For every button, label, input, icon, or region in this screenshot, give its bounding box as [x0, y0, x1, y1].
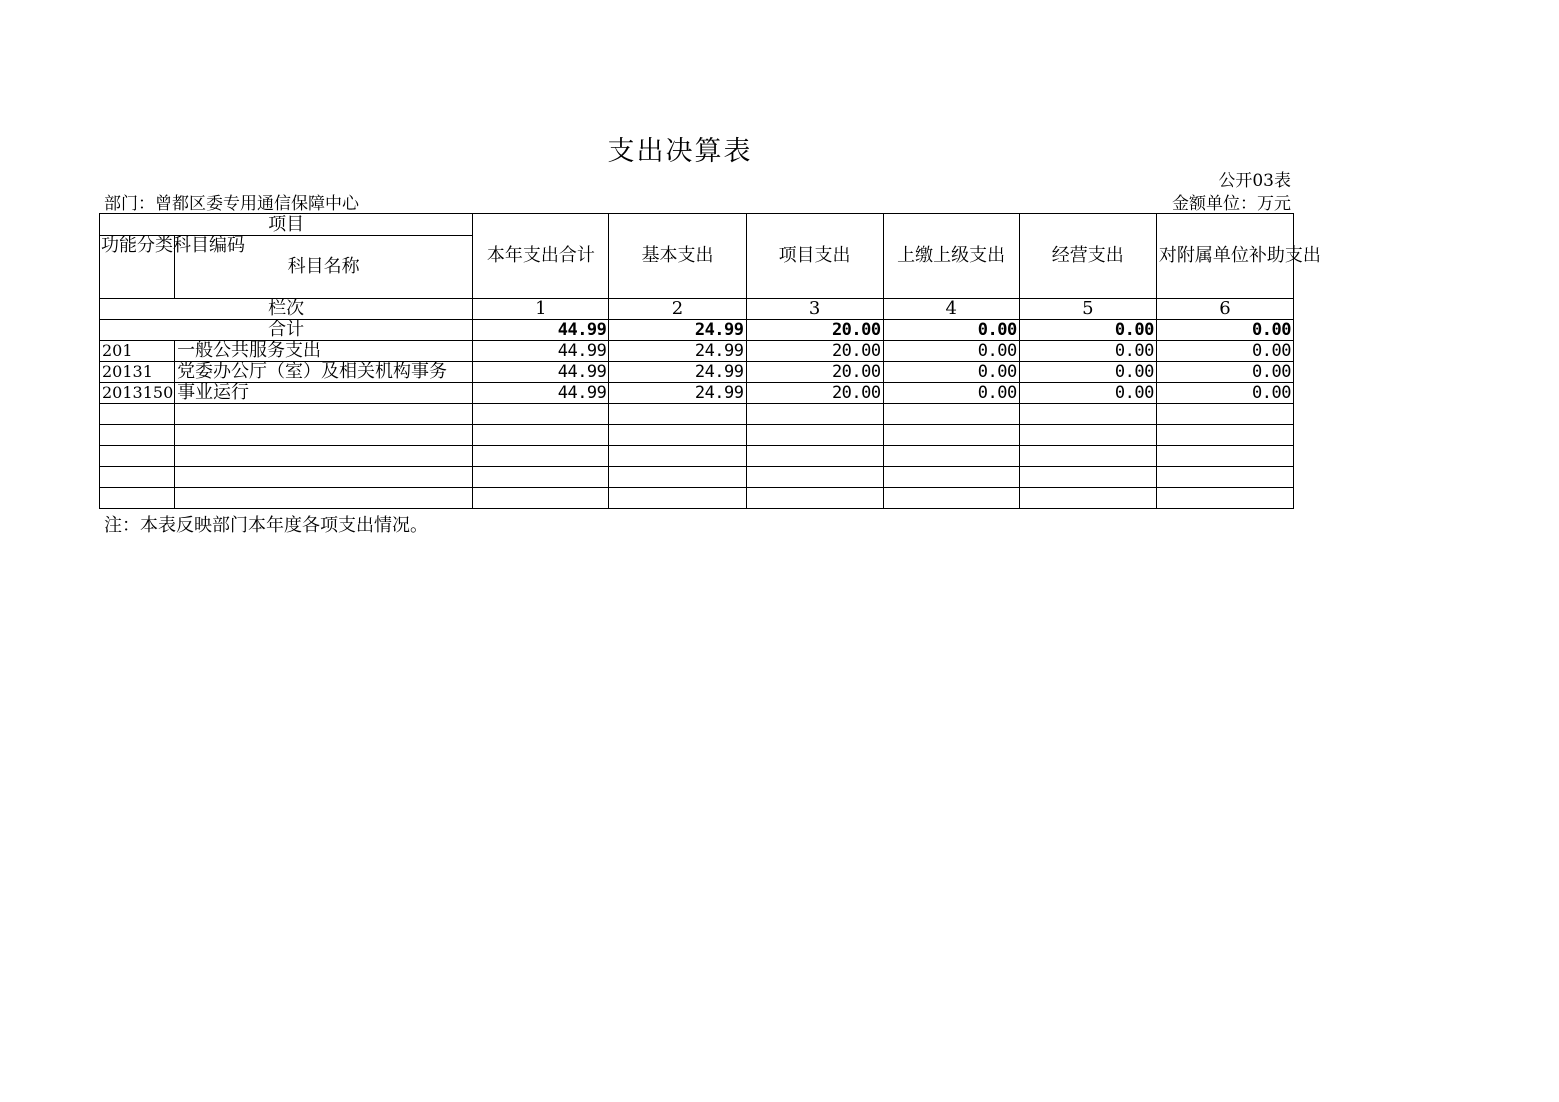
- empty-cell: [1019, 446, 1156, 467]
- column-header-total: 本年支出合计: [473, 214, 609, 299]
- total-label: 合计: [100, 320, 473, 341]
- project-header: 项目: [100, 214, 473, 236]
- total-value: 20.00: [746, 320, 883, 341]
- total-value: 0.00: [1156, 320, 1293, 341]
- subject-name: 事业运行: [175, 383, 473, 404]
- amount-cell: 24.99: [609, 383, 746, 404]
- amount-cell: 44.99: [473, 383, 609, 404]
- row-index-cell: 6: [1156, 299, 1293, 320]
- column-header-remit-upper: 上缴上级支出: [883, 214, 1019, 299]
- empty-cell: [473, 446, 609, 467]
- empty-cell: [100, 446, 175, 467]
- empty-cell: [609, 446, 746, 467]
- table-row: [100, 383, 1294, 404]
- empty-cell: [746, 467, 883, 488]
- table-row: [100, 341, 1294, 362]
- department-label: 部门：曾都区委专用通信保障中心: [104, 194, 359, 214]
- empty-row: [100, 446, 1294, 467]
- amount-cell: 0.00: [883, 341, 1019, 362]
- amount-cell: 0.00: [1019, 341, 1156, 362]
- empty-cell: [746, 488, 883, 509]
- total-value: 0.00: [883, 320, 1019, 341]
- table-row: [100, 362, 1294, 383]
- empty-cell: [883, 425, 1019, 446]
- amount-cell: 0.00: [1019, 362, 1156, 383]
- amount-cell: 0.00: [1156, 383, 1293, 404]
- amount-cell: 24.99: [609, 341, 746, 362]
- empty-cell: [175, 488, 473, 509]
- row-index-cell: 4: [883, 299, 1019, 320]
- total-value: 44.99: [473, 320, 609, 341]
- form-number: 公开03表: [1218, 171, 1291, 191]
- empty-cell: [609, 467, 746, 488]
- subject-name: 党委办公厅（室）及相关机构事务: [175, 362, 473, 383]
- empty-cell: [1156, 446, 1293, 467]
- empty-cell: [746, 404, 883, 425]
- empty-cell: [1019, 404, 1156, 425]
- empty-cell: [473, 488, 609, 509]
- column-header-basic: 基本支出: [609, 214, 746, 299]
- empty-cell: [609, 425, 746, 446]
- amount-cell: 20.00: [746, 341, 883, 362]
- column-header-subsidiary-subsidy: 对附属单位补助支出: [1156, 214, 1293, 299]
- empty-row: [100, 488, 1294, 509]
- empty-cell: [175, 467, 473, 488]
- amount-unit-label: 金额单位：万元: [1172, 194, 1291, 214]
- empty-cell: [473, 404, 609, 425]
- subject-code: 20131: [100, 362, 175, 383]
- row-index-cell: 5: [1019, 299, 1156, 320]
- amount-cell: 20.00: [746, 362, 883, 383]
- column-header-project: 项目支出: [746, 214, 883, 299]
- empty-cell: [100, 404, 175, 425]
- row-index-row: [100, 299, 1294, 320]
- column-header-operating: 经营支出: [1019, 214, 1156, 299]
- empty-cell: [175, 425, 473, 446]
- empty-row: [100, 467, 1294, 488]
- total-value: 0.00: [1019, 320, 1156, 341]
- empty-cell: [883, 446, 1019, 467]
- empty-cell: [746, 425, 883, 446]
- table-note: 注：本表反映部门本年度各项支出情况。: [104, 515, 428, 536]
- empty-cell: [1156, 467, 1293, 488]
- empty-cell: [1156, 488, 1293, 509]
- row-index-label: 栏次: [100, 299, 473, 320]
- amount-cell: 0.00: [883, 362, 1019, 383]
- empty-cell: [175, 404, 473, 425]
- empty-cell: [175, 446, 473, 467]
- empty-cell: [883, 467, 1019, 488]
- empty-cell: [100, 488, 175, 509]
- name-header: 科目名称: [175, 236, 473, 299]
- empty-row: [100, 404, 1294, 425]
- empty-cell: [1156, 425, 1293, 446]
- row-index-cell: 2: [609, 299, 746, 320]
- total-value: 24.99: [609, 320, 746, 341]
- code-header-text: 功能分类科目编码: [101, 235, 245, 256]
- expenditure-table: [99, 213, 1321, 509]
- empty-cell: [1019, 467, 1156, 488]
- empty-cell: [609, 488, 746, 509]
- amount-cell: 24.99: [609, 362, 746, 383]
- amount-cell: 20.00: [746, 383, 883, 404]
- empty-cell: [746, 446, 883, 467]
- amount-cell: 44.99: [473, 341, 609, 362]
- empty-cell: [883, 404, 1019, 425]
- empty-cell: [1019, 425, 1156, 446]
- subject-code: 201: [100, 341, 175, 362]
- row-index-cell: 3: [746, 299, 883, 320]
- subject-code: 2013150: [100, 383, 175, 404]
- empty-cell: [609, 404, 746, 425]
- page-title: 支出决算表: [607, 136, 753, 167]
- empty-cell: [473, 425, 609, 446]
- header-row-project: [100, 214, 1294, 236]
- code-header: [100, 235, 245, 299]
- subject-name: 一般公共服务支出: [175, 341, 473, 362]
- empty-cell: [473, 467, 609, 488]
- amount-cell: 0.00: [883, 383, 1019, 404]
- amount-cell: 0.00: [1156, 341, 1293, 362]
- empty-cell: [1156, 404, 1293, 425]
- empty-cell: [1019, 488, 1156, 509]
- amount-cell: 0.00: [1156, 362, 1293, 383]
- empty-row: [100, 425, 1294, 446]
- empty-cell: [100, 425, 175, 446]
- empty-cell: [100, 467, 175, 488]
- row-index-cell: 1: [473, 299, 609, 320]
- empty-cell: [883, 488, 1019, 509]
- amount-cell: 0.00: [1019, 383, 1156, 404]
- amount-cell: 44.99: [473, 362, 609, 383]
- total-row: [100, 320, 1294, 341]
